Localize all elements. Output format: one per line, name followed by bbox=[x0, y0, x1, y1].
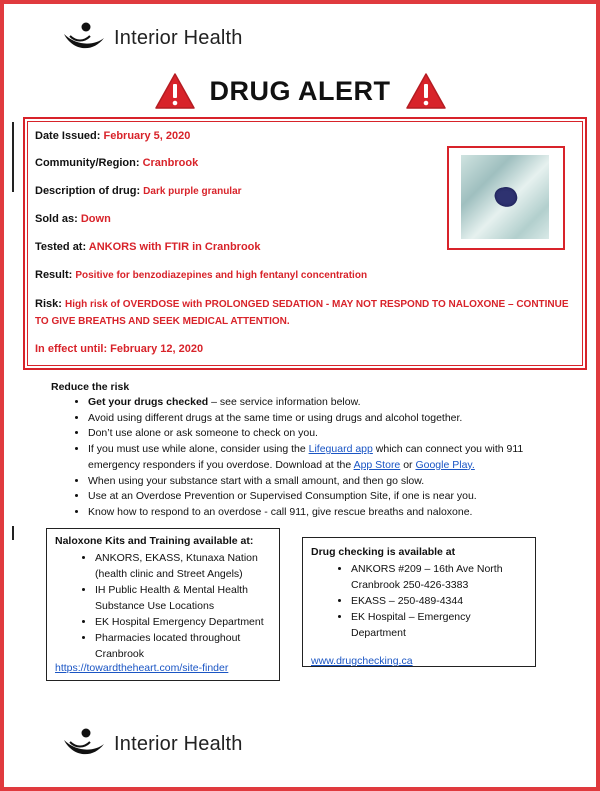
footer-logo bbox=[62, 726, 243, 762]
list-item: • EK Hospital Emergency Department bbox=[95, 614, 271, 630]
naloxone-list bbox=[55, 550, 271, 662]
drug-photo bbox=[461, 155, 549, 239]
list-item: • If you must use while alone, consider using the Lifeguard app which can connect you with 911 emergency responders if you overdose. Download at the App Store or Google Play. bbox=[88, 442, 571, 473]
effect-until: In effect until: February 12, 2020 bbox=[35, 343, 204, 355]
list-item: • When using your substance start with a small amount, and then go slow. bbox=[88, 474, 571, 490]
header-logo bbox=[62, 20, 243, 56]
lifeguard-app-link[interactable]: Lifeguard app bbox=[308, 443, 373, 456]
drug-checking-box bbox=[302, 537, 536, 667]
list-item: • Pharmacies located throughout Cranbrook bbox=[95, 630, 271, 662]
warning-triangle-icon bbox=[405, 72, 447, 110]
list-item: • ANKORS, EKASS, Ktunaxa Nation (health clinic and Street Angels) bbox=[95, 550, 271, 582]
drug-photo-frame bbox=[447, 146, 565, 250]
test-result: Result: Positive for benzodiazepines and high fentanyl concentration bbox=[35, 269, 368, 281]
brand-name: Interior Health bbox=[114, 26, 243, 49]
drugchecking-link[interactable]: www.drugchecking.ca bbox=[311, 655, 413, 667]
list-item: • Don’t use alone or ask someone to check on you. bbox=[88, 426, 571, 442]
alert-details-inner bbox=[27, 121, 583, 366]
drug-checking-list bbox=[311, 561, 527, 641]
reduce-risk-list bbox=[51, 395, 571, 521]
list-item: • Know how to respond to an overdose - call 911, give rescue breaths and naloxone. bbox=[88, 505, 571, 521]
app-store-link[interactable]: App Store bbox=[353, 458, 401, 471]
reduce-risk-heading: Reduce the risk bbox=[51, 381, 130, 393]
list-item: • Avoid using different drugs at the same time or using drugs and alcohol together. bbox=[88, 411, 571, 427]
margin-bar bbox=[12, 526, 14, 540]
risk-statement: Risk: High risk of OVERDOSE with PROLONGED SEDATION - MAY NOT RESPOND TO NALOXONE – CONTINUE TO GIVE BREATHS AND SEEK MEDICAL ATTENTION. bbox=[35, 298, 569, 327]
drug-checking-heading: Drug checking is available at bbox=[311, 546, 456, 558]
list-item: • ANKORS #209 – 16th Ave North Cranbrook 250-426-3383 bbox=[351, 561, 527, 593]
tested-at: Tested at: ANKORS with FTIR in Cranbrook bbox=[35, 241, 261, 253]
sold-as: Sold as: Down bbox=[35, 213, 111, 225]
google-play-link[interactable]: Google Play. bbox=[415, 458, 475, 471]
margin-bar bbox=[12, 122, 14, 192]
list-item: • Get your drugs checked – see service information below. bbox=[88, 395, 571, 411]
warning-triangle-icon bbox=[154, 72, 196, 110]
site-finder-link[interactable]: https://towardtheheart.com/site-finder bbox=[55, 662, 229, 674]
alert-title bbox=[4, 72, 596, 110]
interior-health-logo-icon bbox=[62, 726, 106, 762]
interior-health-logo-icon bbox=[62, 20, 106, 56]
reduce-risk-section bbox=[51, 381, 571, 521]
list-item: • EK Hospital – Emergency Department bbox=[351, 609, 527, 641]
list-item: • IH Public Health & Mental Health Substance Use Locations bbox=[95, 582, 271, 614]
list-item: • EKASS – 250-489-4344 bbox=[351, 593, 527, 609]
alert-details-box bbox=[23, 117, 587, 370]
alert-title-text: DRUG ALERT bbox=[209, 75, 391, 106]
list-item: • Use at an Overdose Prevention or Supervised Consumption Site, if one is near you. bbox=[88, 489, 571, 505]
community-region: Community/Region: Cranbrook bbox=[35, 157, 199, 169]
drug-sample-image bbox=[493, 185, 519, 209]
naloxone-info-box bbox=[46, 528, 280, 681]
drug-description: Description of drug: Dark purple granular bbox=[35, 185, 242, 197]
brand-name: Interior Health bbox=[114, 732, 243, 755]
date-issued: Date Issued: February 5, 2020 bbox=[35, 130, 191, 142]
naloxone-heading: Naloxone Kits and Training available at: bbox=[55, 535, 254, 547]
